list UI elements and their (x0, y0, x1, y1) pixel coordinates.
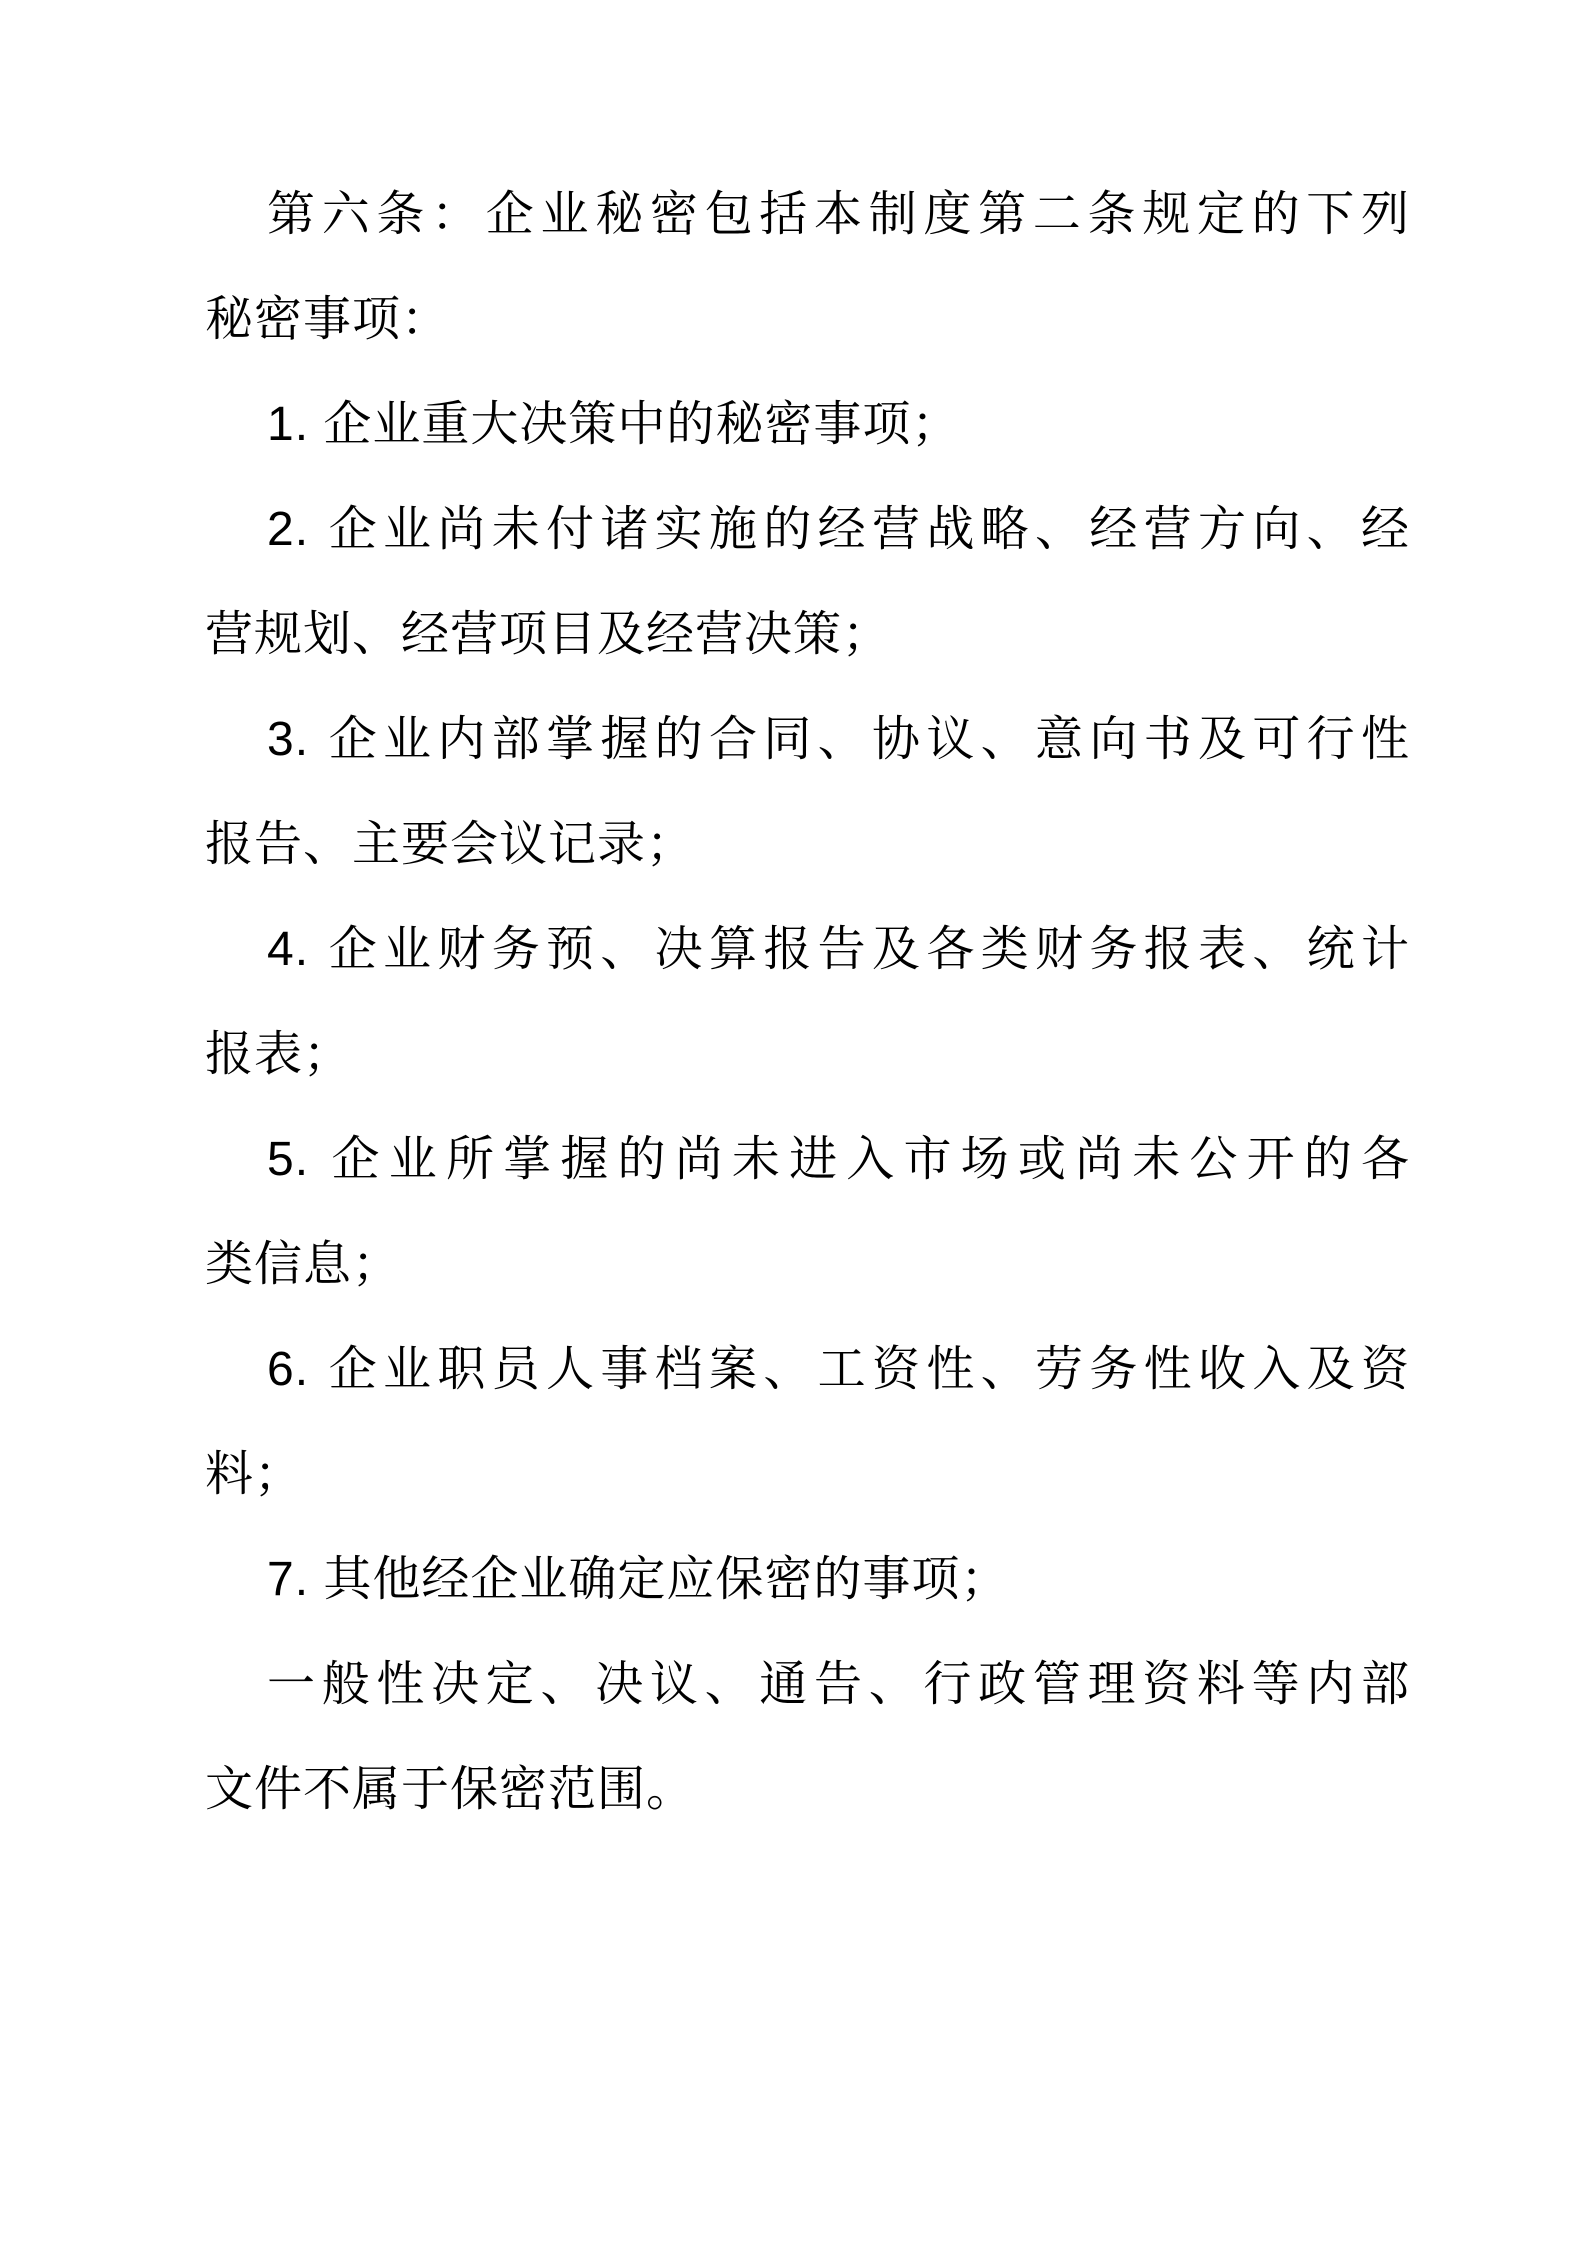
text-line: 4. 企业财务预、决算报告及各类财务报表、统计 (267, 923, 1410, 976)
text-line: 文件不属于保密范围。 (205, 1763, 696, 1816)
text-line: 一般性决定、决议、通告、行政管理资料等内部 (267, 1658, 1410, 1711)
text-line: 料； (205, 1448, 304, 1501)
text-line: 3. 企业内部掌握的合同、协议、意向书及可行性 (267, 713, 1410, 766)
text-line: 7. 其他经企业确定应保密的事项； (267, 1553, 1010, 1606)
document-body (205, 162, 1410, 1842)
text-line: 类信息； (205, 1238, 402, 1291)
text-line: 秘密事项： (205, 293, 451, 346)
text-line: 1. 企业重大决策中的秘密事项； (267, 398, 961, 451)
text-line: 6. 企业职员人事档案、工资性、劳务性收入及资 (267, 1343, 1410, 1396)
text-line: 报表； (205, 1028, 353, 1081)
text-line: 报告、主要会议记录； (205, 818, 696, 871)
text-line: 2. 企业尚未付诸实施的经营战略、经营方向、经 (267, 503, 1410, 556)
text-line: 5. 企业所掌握的尚未进入市场或尚未公开的各 (267, 1133, 1410, 1186)
text-line: 营规划、经营项目及经营决策； (205, 608, 892, 661)
text-line: 第六条：企业秘密包括本制度第二条规定的下列 (267, 188, 1410, 241)
